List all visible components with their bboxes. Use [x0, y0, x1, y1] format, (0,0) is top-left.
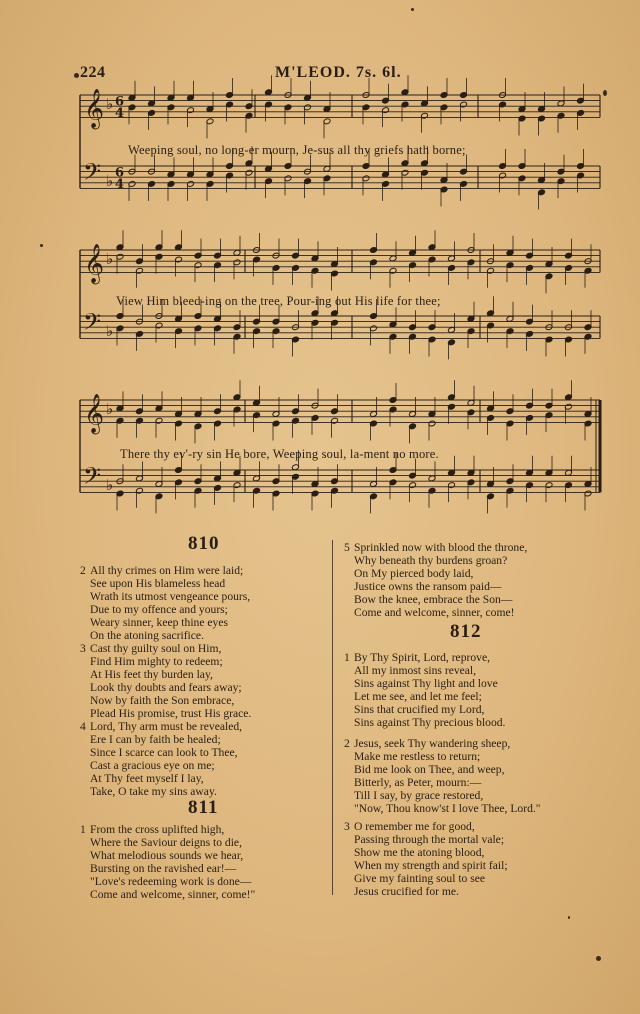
verse-line: Let me see, and let me feel; [354, 690, 482, 704]
tune-name: M'LEOD. 7s. 6l. [275, 64, 402, 81]
verse-line: At His feet thy burden lay, [90, 668, 213, 682]
verse-line: Show me the atoning blood, [354, 846, 485, 860]
verse-line: Come and welcome, sinner, come!" [90, 888, 256, 902]
verse-line: Ere I can by faith be healed; [90, 733, 221, 747]
verse-line: 5 Sprinkled now with blood the throne, [344, 541, 528, 554]
verse-line: Sins that crucified my Lord, [354, 703, 485, 717]
verse-line: Plead His promise, trust His grace. [90, 707, 252, 721]
verse-line: Why beneath thy burdens groan? [354, 554, 508, 568]
treble-clef: 𝄞 [84, 243, 105, 284]
verse-line: 3 Cast thy guilty soul on Him, [80, 642, 222, 655]
verse-line: Sins against Thy precious blood. [354, 716, 506, 730]
verse-line: On My pierced body laid, [354, 567, 474, 581]
time-signature: 6 [115, 165, 125, 181]
time-signature: 4 [115, 105, 125, 121]
verse-line: Passing through the mortal vale; [354, 833, 505, 847]
verse-number: 3 [344, 820, 350, 833]
verse-line: 2 Jesus, seek Thy wandering sheep, [344, 737, 511, 750]
lyric-line-2: View Him bleed-ing on the tree, Pour-ing out His life for thee; [116, 294, 441, 308]
verse-line: Give my fainting soul to see [354, 872, 486, 886]
verse-line: Make me restless to return; [354, 750, 481, 764]
hymn-812-verse-2 [344, 737, 541, 816]
verse-line: On the atoning sacrifice. [90, 629, 204, 643]
verse-number: 2 [80, 564, 86, 577]
hymn-number-810: 810 [188, 533, 220, 554]
verse-line: All my inmost sins reveal, [354, 664, 477, 678]
verse-number: 1 [80, 823, 86, 836]
verse-line: See upon His blameless head [90, 577, 226, 591]
verse-line: Bow the knee, embrace the Son— [354, 593, 513, 607]
treble-clef: 𝄞 [84, 393, 105, 434]
verse-line: Cast a gracious eye on me; [90, 759, 215, 773]
verse-line: 2 All thy crimes on Him were laid; [80, 564, 244, 577]
verse-line: Till I say, by grace restored, [354, 789, 484, 803]
verse-line: At Thy feet myself I lay, [90, 772, 204, 786]
flat-sign: ♭ [106, 250, 114, 269]
verse-line: 1 From the cross uplifted high, [80, 823, 225, 836]
verse-number: 4 [80, 720, 86, 733]
bass-clef: 𝄢 [83, 157, 102, 191]
paper-speck [40, 244, 43, 247]
hymn-810-verse-2 [80, 564, 251, 643]
lyric-line-1: Weeping soul, no long-er mourn, Je-sus all thy griefs hath borne; [128, 143, 466, 157]
verse-line: When my strength and spirit fail; [354, 859, 508, 873]
flat-sign: ♭ [106, 475, 114, 494]
verse-line: Bitterly, as Peter, mourn:— [354, 776, 482, 790]
column-divider [332, 540, 333, 895]
paper-speck [596, 956, 601, 961]
hymn-811-verse-5 [344, 541, 528, 620]
verse-number: 2 [344, 737, 350, 750]
verse-line: Weary sinner, keep thine eyes [90, 616, 228, 630]
verse-line: "Love's redeeming work is done— [90, 875, 252, 889]
verse-line: Come and welcome, sinner, come! [354, 606, 515, 620]
paper-speck [603, 90, 607, 96]
verse-line: 3 O remember me for good, [344, 820, 475, 833]
hymn-812-verse-3 [344, 820, 508, 899]
verse-line: Justice owns the ransom paid— [354, 580, 502, 594]
verse-line: Where the Saviour deigns to die, [90, 836, 242, 850]
paper-speck [568, 916, 570, 919]
bass-clef: 𝄢 [83, 307, 102, 341]
verse-line: Jesus crucified for me. [354, 885, 459, 899]
verse-line: Now by faith the Son embrace, [90, 694, 235, 708]
treble-clef: 𝄞 [84, 88, 105, 129]
verse-number: 1 [344, 651, 350, 664]
verse-line: Find Him mighty to redeem; [90, 655, 223, 669]
flat-sign: ♭ [106, 321, 114, 340]
verse-line: Bid me look on Thee, and weep, [354, 763, 505, 777]
verse-line: Bursting on the ravished ear!— [90, 862, 237, 876]
hymn-810-verse-4 [80, 720, 243, 799]
flat-sign: ♭ [106, 95, 114, 114]
verse-number: 5 [344, 541, 350, 554]
paper-speck [411, 8, 414, 11]
lyric-line-3: There thy ev'-ry sin He bore, Weeping soul, la-ment no more. [120, 447, 439, 461]
verse-line: Wrath its utmost vengeance pours, [90, 590, 251, 604]
verse-line: "Now, Thou know'st I love Thee, Lord." [354, 802, 541, 816]
hymn-number-812: 812 [450, 621, 482, 642]
verse-line: Sins against Thy light and love [354, 677, 498, 691]
hymn-810-verse-3 [80, 642, 252, 721]
hymn-811-verse-1 [80, 823, 256, 902]
verse-number: 3 [80, 642, 86, 655]
flat-sign: ♭ [106, 400, 114, 419]
hymn-812-verse-1 [344, 651, 506, 730]
verse-line: What melodious sounds we hear, [90, 849, 244, 863]
time-signature: 6 [115, 94, 125, 110]
verse-line: Take, O take my sins away. [90, 785, 217, 799]
hymn-number-811: 811 [188, 797, 219, 818]
paper-speck [74, 73, 79, 78]
bass-clef: 𝄢 [83, 461, 102, 495]
page-number: 224 [80, 64, 106, 81]
verse-line: Since I scarce can look to Thee, [90, 746, 238, 760]
verse-line: Due to my offence and yours; [90, 603, 228, 617]
time-signature: 4 [115, 176, 125, 192]
flat-sign: ♭ [106, 171, 114, 190]
verse-line: Look thy doubts and fears away; [90, 681, 242, 695]
verse-line: 4 Lord, Thy arm must be revealed, [80, 720, 243, 733]
verse-line: 1 By Thy Spirit, Lord, reprove, [344, 651, 490, 664]
